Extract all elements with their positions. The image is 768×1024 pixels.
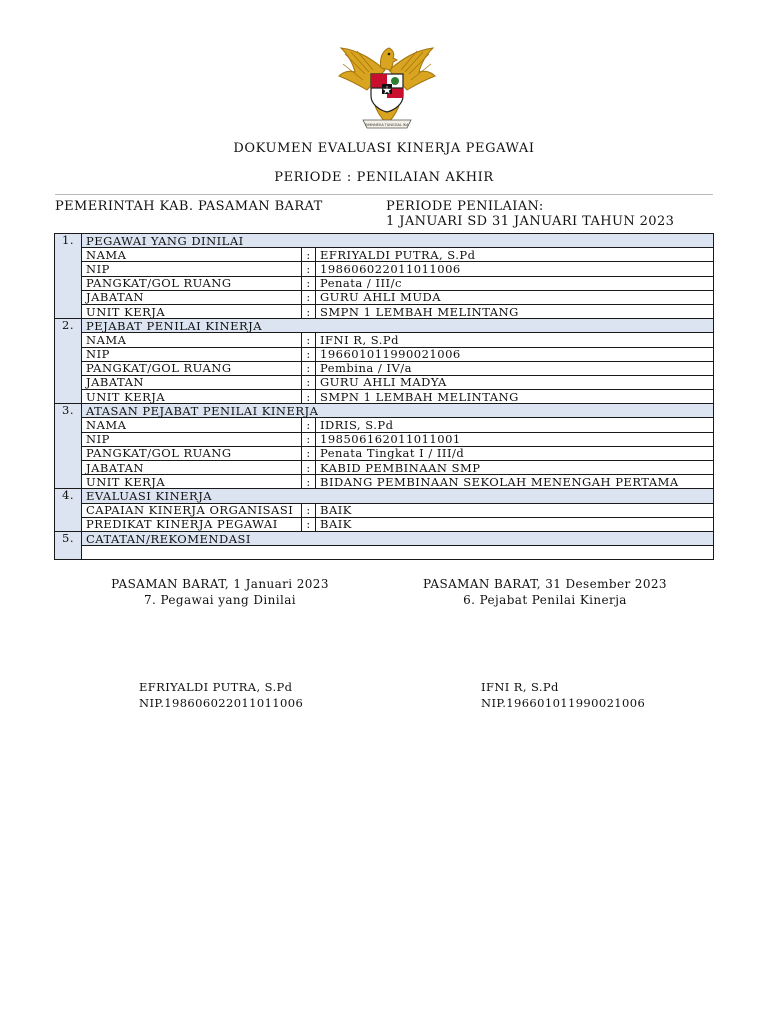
period-line: PERIODE : PENILAIAN AKHIR [274,170,494,185]
signature-right-role: 6. Pejabat Penilai Kinerja [463,593,627,607]
row-value: GURU AHLI MADYA [316,375,714,389]
row-colon: : [302,390,316,404]
row-label: NIP [82,432,302,446]
row-value: BIDANG PEMBINAAN SEKOLAH MENENGAH PERTAMA [316,475,714,489]
section-title: PEJABAT PENILAI KINERJA [82,319,714,333]
signature-right-nip: NIP.196601011990021006 [481,696,646,710]
divider [55,194,713,195]
table-row [55,276,714,290]
signature-right-header [420,576,670,608]
row-label: CAPAIAN KINERJA ORGANISASI [82,503,302,517]
table-row [55,418,714,432]
table-row [55,361,714,375]
table-row [55,446,714,460]
period-label: PERIODE PENILAIAN: [386,199,544,214]
table-row [55,304,714,318]
table-row [55,347,714,361]
section-title: PEGAWAI YANG DINILAI [82,234,714,248]
row-label: PANGKAT/GOL RUANG [82,361,302,375]
signature-right-name: IFNI R, S.Pd [481,680,559,694]
signature-right-place-date: PASAMAN BARAT, 31 Desember 2023 [423,577,667,591]
note-value [82,546,714,560]
section-header-row [55,404,714,418]
section-title: EVALUASI KINERJA [82,489,714,503]
table-row [55,248,714,262]
section-number: 3. [55,404,82,489]
signature-left-role: 7. Pegawai yang Dinilai [143,593,297,607]
section-header-row [55,319,714,333]
signature-left-nip: NIP.198606022011011006 [139,696,304,710]
table-row [55,517,714,531]
row-value: EFRIYALDI PUTRA, S.Pd [316,248,714,262]
row-colon: : [302,461,316,475]
row-colon: : [302,304,316,318]
period-range: 1 JANUARI SD 31 JANUARI TAHUN 2023 [386,214,675,229]
row-colon: : [302,446,316,460]
row-label: PANGKAT/GOL RUANG [82,276,302,290]
row-value: 198506162011011001 [316,432,714,446]
row-value: BAIK [316,517,714,531]
emblem-motto: BHINNEKA TUNGGAL IKA [365,123,409,127]
row-colon: : [302,418,316,432]
period-block [386,199,674,229]
signature-left-header [95,576,345,608]
row-label: NAMA [82,418,302,432]
section-number: 4. [55,489,82,532]
row-label: PREDIKAT KINERJA PEGAWAI [82,517,302,531]
note-row [55,546,714,560]
row-colon: : [302,361,316,375]
row-colon: : [302,375,316,389]
row-colon: : [302,248,316,262]
signature-left-place-date: PASAMAN BARAT, 1 Januari 2023 [111,577,329,591]
row-label: NIP [82,262,302,276]
row-colon: : [302,276,316,290]
row-value: Penata / III/c [316,276,714,290]
row-label: UNIT KERJA [82,390,302,404]
row-colon: : [302,262,316,276]
signature-right-block [481,679,645,711]
agency-name: PEMERINTAH KAB. PASAMAN BARAT [55,199,323,214]
row-colon: : [302,347,316,361]
section-header-row [55,531,714,545]
table-row [55,333,714,347]
row-value: Penata Tingkat I / III/d [316,446,714,460]
table-row [55,375,714,389]
row-colon: : [302,432,316,446]
section-number: 1. [55,234,82,319]
table-row [55,503,714,517]
section-number: 5. [55,531,82,559]
row-value: 196601011990021006 [316,347,714,361]
section-header-row [55,234,714,248]
row-value: IDRIS, S.Pd [316,418,714,432]
table-row [55,290,714,304]
section-title: CATATAN/REKOMENDASI [82,531,714,545]
garuda-pancasila-emblem [335,40,439,132]
evaluation-table [54,233,714,560]
table-row [55,461,714,475]
row-label: UNIT KERJA [82,304,302,318]
table-row [55,475,714,489]
row-colon: : [302,475,316,489]
row-value: BAIK [316,503,714,517]
row-value: KABID PEMBINAAN SMP [316,461,714,475]
table-row [55,262,714,276]
section-header-row [55,489,714,503]
row-label: JABATAN [82,461,302,475]
section-number: 2. [55,319,82,404]
row-value: GURU AHLI MUDA [316,290,714,304]
signature-left-block [139,679,303,711]
section-title: ATASAN PEJABAT PENILAI KINERJA [82,404,714,418]
row-value: SMPN 1 LEMBAH MELINTANG [316,304,714,318]
row-value: 198606022011011006 [316,262,714,276]
row-label: JABATAN [82,290,302,304]
row-colon: : [302,517,316,531]
table-row [55,390,714,404]
row-colon: : [302,333,316,347]
row-label: PANGKAT/GOL RUANG [82,446,302,460]
table-row [55,432,714,446]
row-colon: : [302,503,316,517]
row-label: UNIT KERJA [82,475,302,489]
row-label: NAMA [82,248,302,262]
signature-left-name: EFRIYALDI PUTRA, S.Pd [139,680,293,694]
row-value: IFNI R, S.Pd [316,333,714,347]
row-value: Pembina / IV/a [316,361,714,375]
row-label: NIP [82,347,302,361]
row-value: SMPN 1 LEMBAH MELINTANG [316,390,714,404]
row-label: NAMA [82,333,302,347]
row-colon: : [302,290,316,304]
document-title: DOKUMEN EVALUASI KINERJA PEGAWAI [233,141,535,156]
row-label: JABATAN [82,375,302,389]
